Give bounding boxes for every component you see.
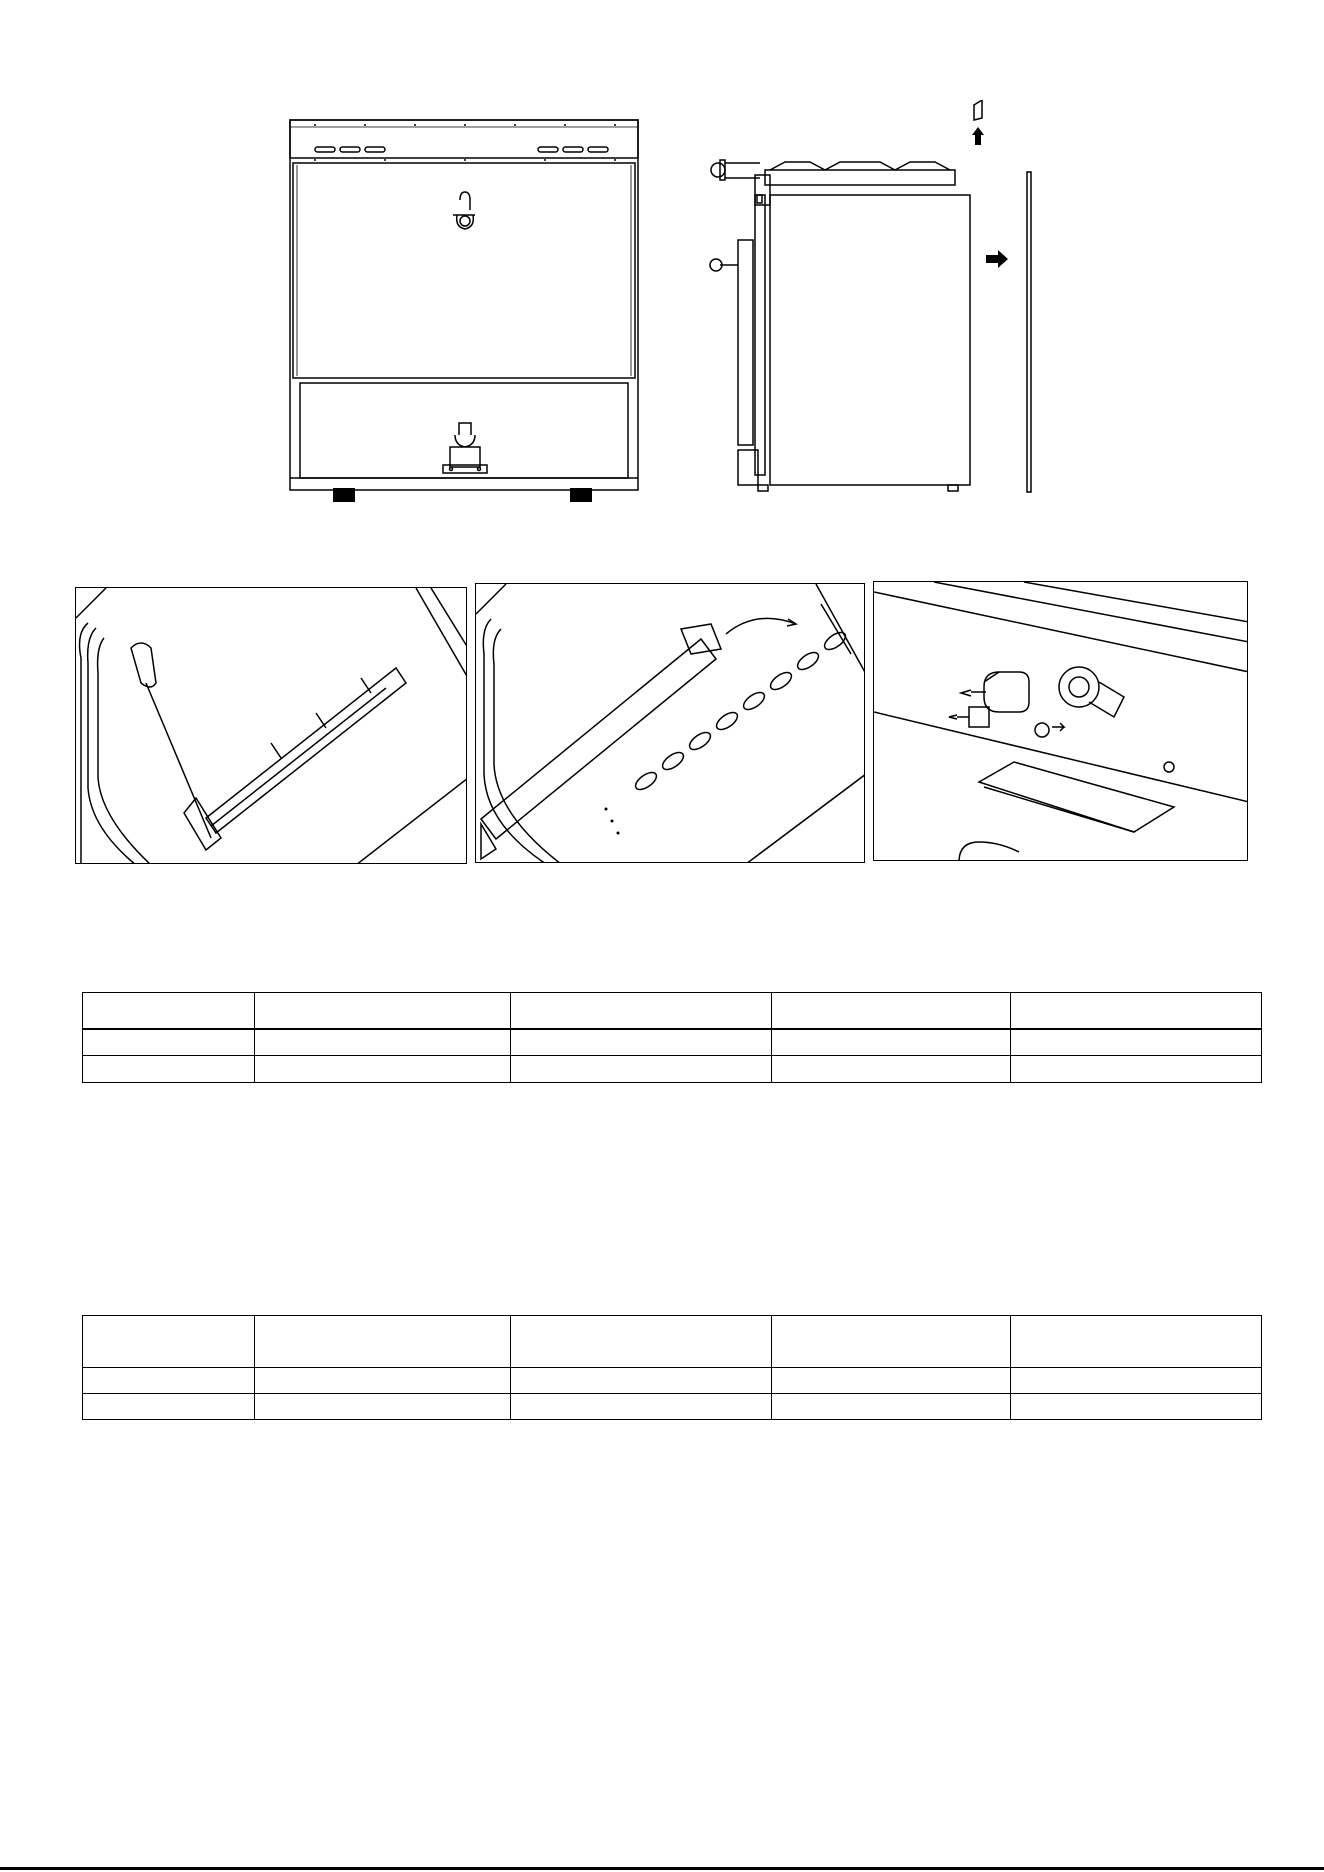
table-cell: [772, 1394, 1011, 1420]
burner-screw-removal-drawing: [76, 588, 467, 864]
table-cell: [511, 1394, 772, 1420]
range-rear-drawing: [285, 115, 645, 505]
table-row: [83, 1056, 1262, 1083]
table-cell: [511, 1368, 772, 1394]
table-cell: [83, 993, 255, 1029]
table-cell: [1011, 1394, 1262, 1420]
table-cell: [1011, 1368, 1262, 1394]
table-row: [83, 1368, 1262, 1394]
table-cell: [511, 1029, 772, 1056]
table-cell: [1011, 1316, 1262, 1368]
table-cell: [1011, 1056, 1262, 1083]
table-header-row: [83, 1316, 1262, 1368]
table-cell: [511, 1056, 772, 1083]
table-cell: [1011, 993, 1262, 1029]
gas-valve-injector-drawing: [874, 582, 1248, 861]
table-cell: [255, 1029, 511, 1056]
table-cell: [772, 1029, 1011, 1056]
step-2-panel: [475, 583, 865, 863]
table-cell: [83, 1368, 255, 1394]
burner-pull-out-drawing: [476, 584, 865, 863]
table-cell: [83, 1394, 255, 1420]
side-view-figure: [700, 100, 1040, 505]
table-cell: [83, 1316, 255, 1368]
table-cell: [511, 993, 772, 1029]
table-cell: [511, 1316, 772, 1368]
table-cell: [772, 1368, 1011, 1394]
range-side-drawing: [700, 100, 1040, 505]
page-bottom-rule: [0, 1867, 1324, 1870]
table-header-row: [83, 993, 1262, 1029]
step-3-panel: [873, 581, 1248, 861]
table-cell: [255, 993, 511, 1029]
spec-table-2: [82, 1315, 1262, 1420]
table-cell: [255, 1394, 511, 1420]
table-cell: [255, 1056, 511, 1083]
table-row: [83, 1394, 1262, 1420]
spec-table-1: [82, 992, 1262, 1083]
table-cell: [255, 1316, 511, 1368]
table-cell: [1011, 1029, 1262, 1056]
table-cell: [772, 1056, 1011, 1083]
rear-view-figure: [285, 115, 645, 505]
table-cell: [772, 993, 1011, 1029]
table-cell: [83, 1056, 255, 1083]
table-cell: [772, 1316, 1011, 1368]
table-row: [83, 1029, 1262, 1056]
step-1-panel: [75, 587, 467, 864]
table-cell: [83, 1029, 255, 1056]
table-cell: [255, 1368, 511, 1394]
